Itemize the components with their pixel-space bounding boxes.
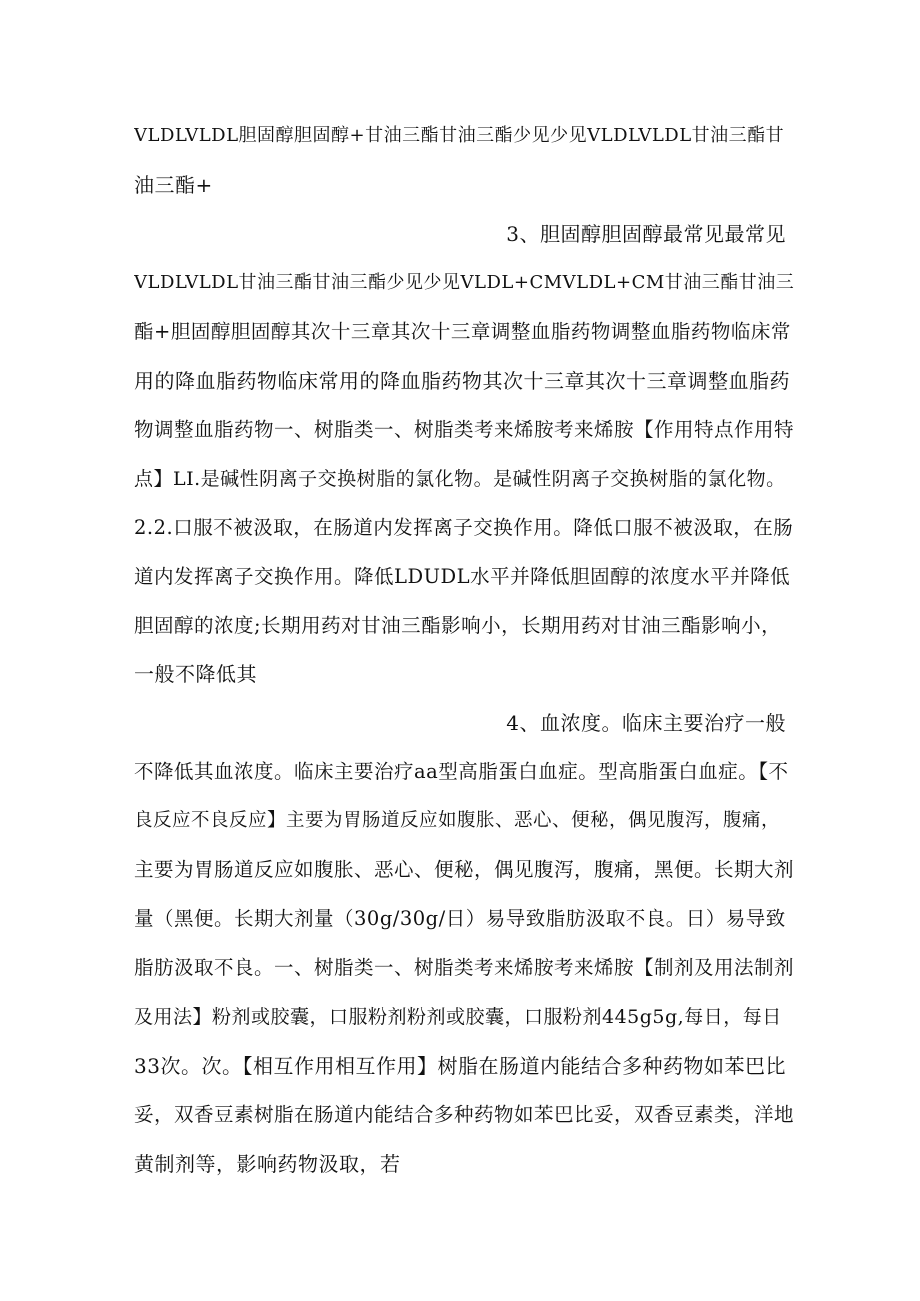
text-line: 用的降血脂药物临床常用的降血脂药物其次十三章其次十三章调整血脂药: [134, 369, 790, 393]
text-line: 妥，双香豆素树脂在肠道内能结合多种药物如苯巴比妥，双香豆素类，洋地: [134, 1103, 794, 1126]
text-line: VLDLVLDL胆固醇胆固醇+甘油三酯甘油三酯少见少见VLDLVLDL甘油三酯甘: [134, 125, 785, 146]
text-line: 酯+胆固醇胆固醇其次十三章其次十三章调整血脂药物调整血脂药物临床常: [134, 320, 791, 343]
section-heading: 4、血浓度。临床主要治疗一般: [506, 711, 786, 735]
text-line: 不降低其血浓度。临床主要治疗aa型高脂蛋白血症。型高脂蛋白血症。【不: [134, 760, 789, 783]
text-line: 黄制剂等，影响药物汲取，若: [134, 1152, 401, 1176]
text-line: 33次。次。【相互作用相互作用】树脂在肠道内能结合多种药物如苯巴比: [134, 1054, 786, 1078]
text-line: 量（黑便。长期大剂量（30g/30g/日）易导致脂肪汲取不良。日）易导致: [134, 907, 786, 930]
text-line: 一般不降低其: [134, 662, 257, 686]
text-line: 主要为胃肠道反应如腹胀、恶心、便秘，偶见腹泻，腹痛，黑便。长期大剂: [134, 858, 794, 881]
text-line: 点】LI.是碱性阴离子交换树脂的氯化物。是碱性阴离子交换树脂的氯化物。: [134, 468, 786, 490]
text-line: 胆固醇的浓度;长期用药对甘油三酯影响小，长期用药对甘油三酯影响小，: [134, 614, 782, 637]
section-heading: 3、胆固醇胆固醇最常见最常见: [506, 222, 786, 246]
text-line: VLDLVLDL甘油三酯甘油三酯少见少见VLDL+CMVLDL+CM甘油三酯甘油三: [134, 272, 794, 293]
text-line: 物调整血脂药物一、树脂类一、树脂类考来烯胺考来烯胺【作用特点作用特: [134, 418, 794, 441]
text-line: 2.2.口服不被汲取，在肠道内发挥离子交换作用。降低口服不被汲取，在肠: [134, 516, 794, 539]
text-line: 及用法】粉剂或胶囊，口服粉剂粉剂或胶囊，口服粉剂445g5g,每日，每日: [134, 1006, 782, 1028]
text-line: 良反应不良反应】主要为胃肠道反应如腹胀、恶心、便秘，偶见腹泻，腹痛，: [134, 810, 781, 831]
text-line: 脂肪汲取不良。一、树脂类一、树脂类考来烯胺考来烯胺【制剂及用法制剂: [134, 956, 794, 979]
text-line: 道内发挥离子交换作用。降低LDUDL水平并降低胆固醇的浓度水平并降低: [134, 565, 791, 588]
text-line: 油三酯+: [134, 173, 213, 197]
